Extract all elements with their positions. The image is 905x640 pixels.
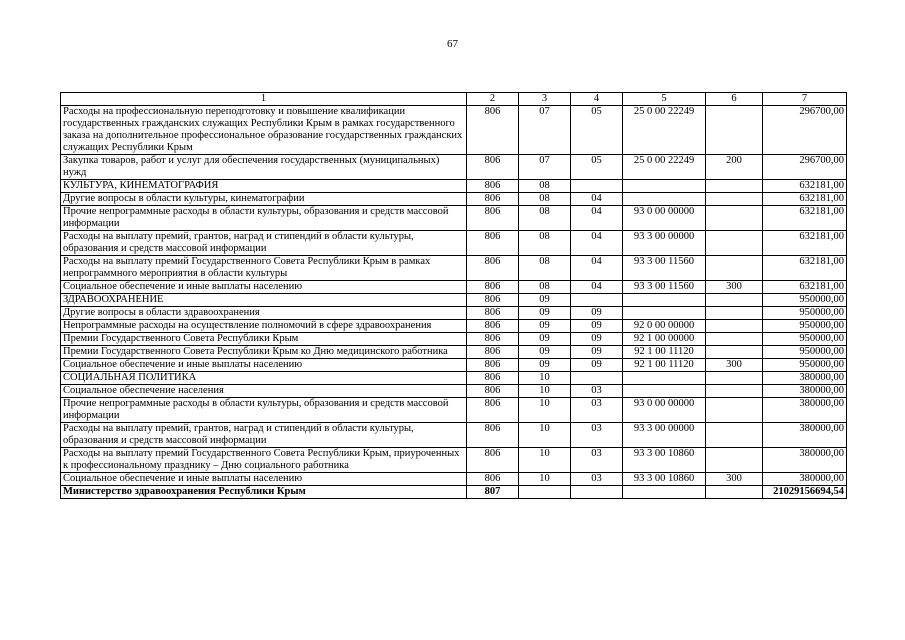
row-code-cell: 806	[467, 448, 519, 473]
row-code-cell: 806	[467, 307, 519, 320]
table-row	[61, 372, 847, 385]
row-amount-cell: 950000,00	[763, 359, 847, 372]
row-expense-type-cell	[706, 372, 763, 385]
row-amount-cell: 380000,00	[763, 385, 847, 398]
row-target-article-cell: 93 3 00 00000	[623, 423, 706, 448]
column-header: 5	[623, 93, 706, 106]
row-expense-type-cell	[706, 448, 763, 473]
row-expense-type-cell	[706, 423, 763, 448]
row-amount-cell: 632181,00	[763, 231, 847, 256]
row-name-cell: Премии Государственного Совета Республики Крым ко Дню медицинского работника	[61, 346, 467, 359]
row-target-article-cell	[623, 486, 706, 499]
row-amount-cell: 950000,00	[763, 346, 847, 359]
row-target-article-cell: 25 0 00 22249	[623, 155, 706, 180]
row-section-cell	[519, 486, 571, 499]
row-code-cell: 806	[467, 106, 519, 155]
table-row	[61, 385, 847, 398]
row-code-cell: 806	[467, 346, 519, 359]
row-name-cell: Расходы на профессиональную переподготовку и повышение квалификации государственных гражданских служащих Республики Крым в рамках государственного заказа на дополнительное профессиональное образование государственных гражданских служащих Республики Крым	[61, 106, 467, 155]
row-target-article-cell	[623, 294, 706, 307]
table-row	[61, 180, 847, 193]
row-subsection-cell: 03	[571, 473, 623, 486]
table-row	[61, 473, 847, 486]
row-code-cell: 806	[467, 231, 519, 256]
column-header: 2	[467, 93, 519, 106]
row-subsection-cell	[571, 486, 623, 499]
row-section-cell: 08	[519, 256, 571, 281]
row-amount-cell: 632181,00	[763, 206, 847, 231]
row-target-article-cell: 92 1 00 00000	[623, 333, 706, 346]
table-row	[61, 359, 847, 372]
row-expense-type-cell	[706, 333, 763, 346]
row-target-article-cell: 93 0 00 00000	[623, 206, 706, 231]
row-code-cell: 806	[467, 372, 519, 385]
row-subsection-cell: 03	[571, 423, 623, 448]
table-row	[61, 256, 847, 281]
row-code-cell: 806	[467, 423, 519, 448]
row-section-cell: 10	[519, 372, 571, 385]
row-code-cell: 806	[467, 359, 519, 372]
table-row	[61, 206, 847, 231]
row-name-cell: Расходы на выплату премий Государственного Совета Республики Крым, приуроченных к профессиональному празднику – Дню социального работника	[61, 448, 467, 473]
row-expense-type-cell	[706, 231, 763, 256]
column-header: 6	[706, 93, 763, 106]
row-target-article-cell	[623, 385, 706, 398]
row-amount-cell: 296700,00	[763, 106, 847, 155]
row-code-cell: 806	[467, 281, 519, 294]
row-subsection-cell	[571, 180, 623, 193]
row-name-cell: Прочие непрограммные расходы в области культуры, образования и средств массовой информации	[61, 206, 467, 231]
row-section-cell: 07	[519, 155, 571, 180]
row-amount-cell: 632181,00	[763, 256, 847, 281]
row-section-cell: 10	[519, 473, 571, 486]
row-code-cell: 806	[467, 320, 519, 333]
row-subsection-cell: 05	[571, 106, 623, 155]
row-code-cell: 806	[467, 180, 519, 193]
row-section-cell: 08	[519, 206, 571, 231]
row-subsection-cell: 04	[571, 193, 623, 206]
row-section-cell: 09	[519, 333, 571, 346]
row-amount-cell: 950000,00	[763, 307, 847, 320]
row-expense-type-cell	[706, 256, 763, 281]
row-subsection-cell: 09	[571, 346, 623, 359]
table-row	[61, 398, 847, 423]
row-expense-type-cell	[706, 385, 763, 398]
row-section-cell: 09	[519, 359, 571, 372]
row-subsection-cell: 09	[571, 320, 623, 333]
row-section-cell: 10	[519, 448, 571, 473]
row-amount-cell: 950000,00	[763, 320, 847, 333]
row-name-cell: Другие вопросы в области здравоохранения	[61, 307, 467, 320]
row-amount-cell: 21029156694,54	[763, 486, 847, 499]
row-section-cell: 09	[519, 346, 571, 359]
table-row	[61, 333, 847, 346]
table-row	[61, 294, 847, 307]
row-subsection-cell	[571, 294, 623, 307]
row-expense-type-cell	[706, 346, 763, 359]
row-expense-type-cell	[706, 398, 763, 423]
row-amount-cell: 950000,00	[763, 294, 847, 307]
row-subsection-cell: 04	[571, 281, 623, 294]
row-name-cell: Расходы на выплату премий Государственного Совета Республики Крым в рамках непрограммного мероприятия в области культуры	[61, 256, 467, 281]
row-section-cell: 09	[519, 294, 571, 307]
row-name-cell: Расходы на выплату премий, грантов, наград и стипендий в области культуры, образования и средств массовой информации	[61, 423, 467, 448]
row-subsection-cell	[571, 372, 623, 385]
row-subsection-cell: 09	[571, 307, 623, 320]
row-expense-type-cell	[706, 206, 763, 231]
row-name-cell: Социальное обеспечение и иные выплаты населению	[61, 359, 467, 372]
table-row	[61, 106, 847, 155]
row-amount-cell: 632181,00	[763, 281, 847, 294]
row-amount-cell: 380000,00	[763, 423, 847, 448]
row-expense-type-cell: 200	[706, 155, 763, 180]
budget-table	[60, 92, 847, 499]
row-amount-cell: 950000,00	[763, 333, 847, 346]
row-subsection-cell: 09	[571, 333, 623, 346]
row-amount-cell: 380000,00	[763, 372, 847, 385]
row-name-cell: КУЛЬТУРА, КИНЕМАТОГРАФИЯ	[61, 180, 467, 193]
row-name-cell: Прочие непрограммные расходы в области культуры, образования и средств массовой информации	[61, 398, 467, 423]
row-target-article-cell	[623, 372, 706, 385]
row-name-cell: Социальное обеспечение населения	[61, 385, 467, 398]
row-subsection-cell: 03	[571, 385, 623, 398]
row-expense-type-cell: 300	[706, 281, 763, 294]
row-name-cell: Социальное обеспечение и иные выплаты населению	[61, 281, 467, 294]
column-header: 3	[519, 93, 571, 106]
row-subsection-cell: 04	[571, 206, 623, 231]
row-code-cell: 806	[467, 333, 519, 346]
row-section-cell: 08	[519, 281, 571, 294]
row-name-cell: Закупка товаров, работ и услуг для обеспечения государственных (муниципальных) нужд	[61, 155, 467, 180]
column-header: 7	[763, 93, 847, 106]
row-section-cell: 08	[519, 180, 571, 193]
row-name-cell: Другие вопросы в области культуры, кинематографии	[61, 193, 467, 206]
row-section-cell: 08	[519, 231, 571, 256]
row-target-article-cell	[623, 307, 706, 320]
row-code-cell: 806	[467, 385, 519, 398]
row-code-cell: 806	[467, 398, 519, 423]
table-body	[61, 106, 847, 499]
row-code-cell: 807	[467, 486, 519, 499]
table-header-row	[61, 93, 847, 106]
row-subsection-cell: 03	[571, 448, 623, 473]
row-amount-cell: 380000,00	[763, 398, 847, 423]
row-target-article-cell: 93 3 00 10860	[623, 448, 706, 473]
row-subsection-cell: 05	[571, 155, 623, 180]
row-name-cell: Расходы на выплату премий, грантов, наград и стипендий в области культуры, образования и средств массовой информации	[61, 231, 467, 256]
row-target-article-cell: 93 0 00 00000	[623, 398, 706, 423]
row-section-cell: 10	[519, 398, 571, 423]
row-section-cell: 10	[519, 385, 571, 398]
row-code-cell: 806	[467, 473, 519, 486]
row-target-article-cell: 93 3 00 11560	[623, 281, 706, 294]
row-target-article-cell: 93 3 00 10860	[623, 473, 706, 486]
row-expense-type-cell: 300	[706, 473, 763, 486]
page-number: 67	[447, 38, 458, 50]
row-target-article-cell: 93 3 00 00000	[623, 231, 706, 256]
row-code-cell: 806	[467, 206, 519, 231]
row-section-cell: 10	[519, 423, 571, 448]
row-code-cell: 806	[467, 256, 519, 281]
row-target-article-cell: 92 0 00 00000	[623, 320, 706, 333]
table-row	[61, 486, 847, 499]
table-row	[61, 346, 847, 359]
row-expense-type-cell	[706, 180, 763, 193]
row-expense-type-cell	[706, 294, 763, 307]
row-target-article-cell: 93 3 00 11560	[623, 256, 706, 281]
row-subsection-cell: 03	[571, 398, 623, 423]
row-target-article-cell	[623, 193, 706, 206]
table-row	[61, 193, 847, 206]
row-expense-type-cell	[706, 193, 763, 206]
row-expense-type-cell	[706, 486, 763, 499]
row-target-article-cell: 92 1 00 11120	[623, 359, 706, 372]
row-subsection-cell: 04	[571, 256, 623, 281]
row-code-cell: 806	[467, 155, 519, 180]
table-row	[61, 307, 847, 320]
row-amount-cell: 380000,00	[763, 473, 847, 486]
row-subsection-cell: 09	[571, 359, 623, 372]
row-target-article-cell	[623, 180, 706, 193]
row-target-article-cell: 25 0 00 22249	[623, 106, 706, 155]
column-header: 4	[571, 93, 623, 106]
row-expense-type-cell	[706, 320, 763, 333]
table-row	[61, 231, 847, 256]
table-row	[61, 155, 847, 180]
row-amount-cell: 632181,00	[763, 180, 847, 193]
row-section-cell: 09	[519, 307, 571, 320]
row-name-cell: Премии Государственного Совета Республики Крым	[61, 333, 467, 346]
row-section-cell: 08	[519, 193, 571, 206]
row-target-article-cell: 92 1 00 11120	[623, 346, 706, 359]
table-row	[61, 320, 847, 333]
row-expense-type-cell	[706, 106, 763, 155]
row-amount-cell: 296700,00	[763, 155, 847, 180]
row-amount-cell: 380000,00	[763, 448, 847, 473]
table-row	[61, 448, 847, 473]
row-code-cell: 806	[467, 193, 519, 206]
row-name-cell: ЗДРАВООХРАНЕНИЕ	[61, 294, 467, 307]
row-name-cell: Министерство здравоохранения Республики Крым	[61, 486, 467, 499]
row-name-cell: СОЦИАЛЬНАЯ ПОЛИТИКА	[61, 372, 467, 385]
table-row	[61, 281, 847, 294]
table-row	[61, 423, 847, 448]
row-expense-type-cell	[706, 307, 763, 320]
row-name-cell: Непрограммные расходы на осуществление полномочий в сфере здравоохранения	[61, 320, 467, 333]
row-subsection-cell: 04	[571, 231, 623, 256]
row-amount-cell: 632181,00	[763, 193, 847, 206]
row-expense-type-cell: 300	[706, 359, 763, 372]
row-section-cell: 09	[519, 320, 571, 333]
column-header: 1	[61, 93, 467, 106]
row-section-cell: 07	[519, 106, 571, 155]
row-name-cell: Социальное обеспечение и иные выплаты населению	[61, 473, 467, 486]
row-code-cell: 806	[467, 294, 519, 307]
